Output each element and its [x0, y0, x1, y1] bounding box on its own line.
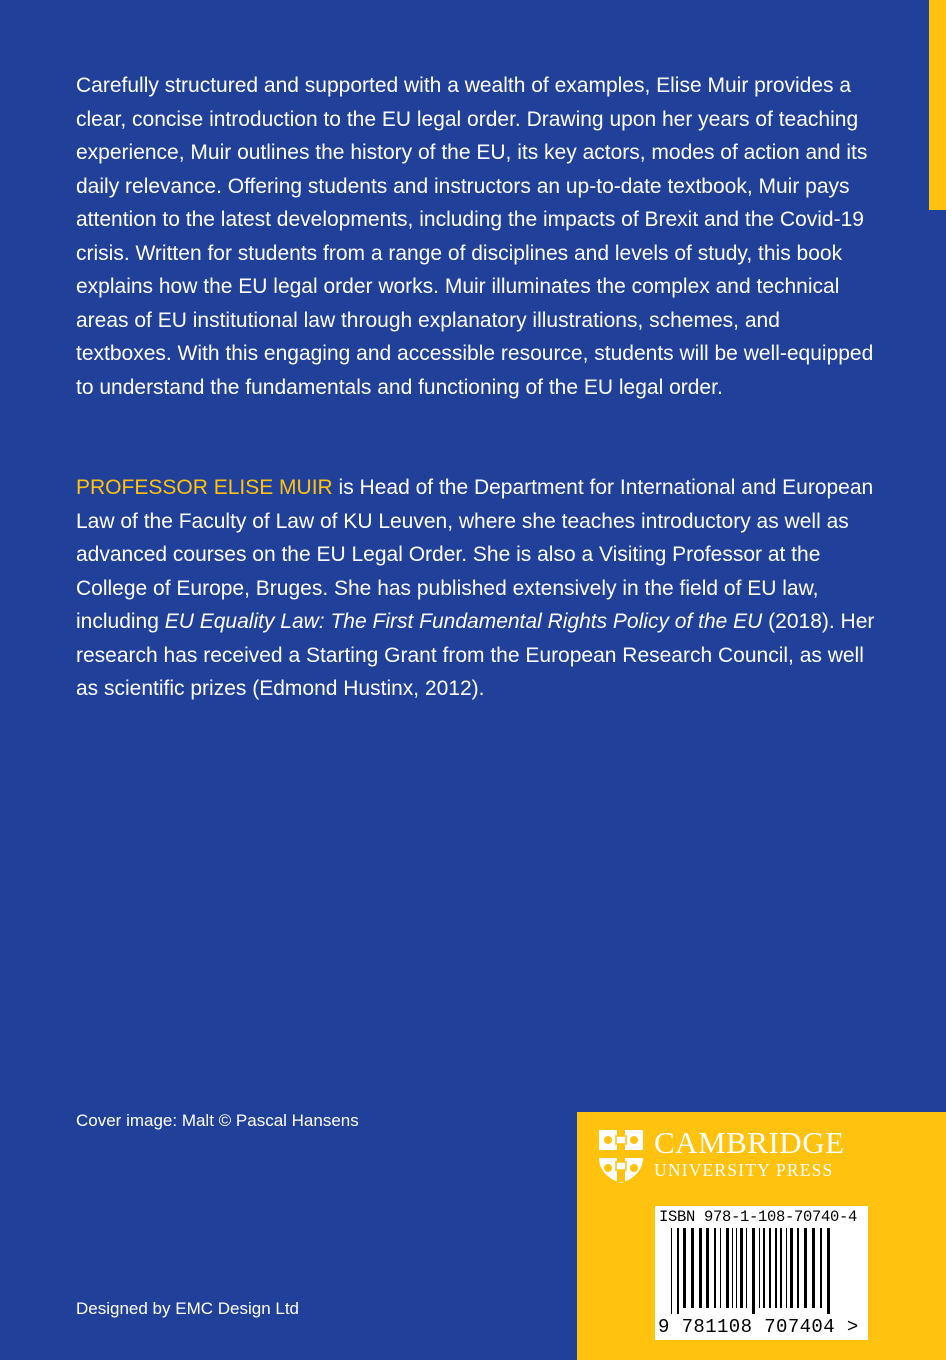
isbn-barcode [655, 1206, 868, 1340]
barcode-bar [780, 1228, 782, 1308]
barcode-bar [812, 1228, 815, 1308]
design-credit: Designed by EMC Design Ltd [76, 1299, 300, 1318]
accent-strip [929, 0, 946, 210]
barcode-bar [752, 1228, 755, 1314]
barcode-bar [683, 1228, 686, 1308]
barcode-bar [720, 1228, 721, 1308]
barcode-bars [655, 1228, 868, 1314]
barcode-bar [706, 1228, 709, 1308]
publisher-name-line1: CAMBRIDGE [654, 1125, 845, 1160]
isbn-label: ISBN 978-1-108-70740-4 [659, 1208, 858, 1226]
book-description: Carefully structured and supported with a wealth of examples, Elise Muir provides a clear, concise introduction to the EU legal order. Drawing upon her years of teaching experience, Muir outlines the history of the EU, its key actors, modes of action and its daily relevance. Offering students and instructors an up-to-date textbook, Muir pays attention to the latest developments, including the impacts of Brexit and the Covid-19 crisis. Written for students from a range of disciplines and levels of study, this book explains how the EU legal order works. Muir illuminates the complex and technical areas of EU institutional law through explanatory illustrations, schemes, and textboxes. With this engaging and accessible resource, students will be well-equipped to understand the fundamentals and functioning of the EU legal order. [76, 74, 874, 399]
barcode-bar [677, 1228, 679, 1314]
barcode-bar [726, 1228, 729, 1308]
author-book-title: EU Equality Law: The First Fundamental Rights Policy of the EU [164, 610, 763, 633]
barcode-bar [740, 1228, 743, 1308]
barcode-bar [790, 1228, 793, 1308]
barcode-bar [671, 1228, 672, 1314]
ean-digits: 9 781108 707404 > [658, 1316, 859, 1338]
author-bio-text: is Head of the Department for International and European Law of the Faculty of Law of KU Leuven, where she teaches introductory as well as advanced courses on the EU Legal Order. She is also a Visiting Professor at the College of Europe, Bruges. She has published extensively in the field of EU law, including [76, 476, 874, 633]
barcode-bar [827, 1228, 830, 1314]
barcode-bar [769, 1228, 771, 1308]
barcode-bar [714, 1228, 716, 1308]
barcode-bar [763, 1228, 765, 1308]
publisher-name-line2: UNIVERSITY PRESS [654, 1160, 834, 1180]
author-bio [76, 471, 876, 706]
barcode-bar [820, 1228, 822, 1308]
barcode-bar [746, 1228, 747, 1308]
barcode-bar [732, 1228, 733, 1308]
author-name: PROFESSOR ELISE MUIR [76, 476, 333, 499]
barcode-bar [736, 1228, 737, 1308]
publisher-panel [577, 1112, 946, 1360]
barcode-bar [775, 1228, 777, 1308]
cover-image-credit: Cover image: Malt © Pascal Hansens [76, 1111, 359, 1130]
barcode-bar [691, 1228, 694, 1308]
publisher-logo-text [654, 1126, 845, 1180]
author-bio-text-end: (2018). Her research has received a Starting Grant from the European Research Council, as well as scientific prizes (Edmond Hustinx, 2012). [76, 610, 875, 700]
barcode-bar [759, 1228, 760, 1308]
barcode-bar [786, 1228, 787, 1308]
barcode-bar [804, 1228, 807, 1308]
university-crest-icon [597, 1128, 645, 1184]
barcode-bar [797, 1228, 799, 1308]
barcode-bar [699, 1228, 702, 1308]
